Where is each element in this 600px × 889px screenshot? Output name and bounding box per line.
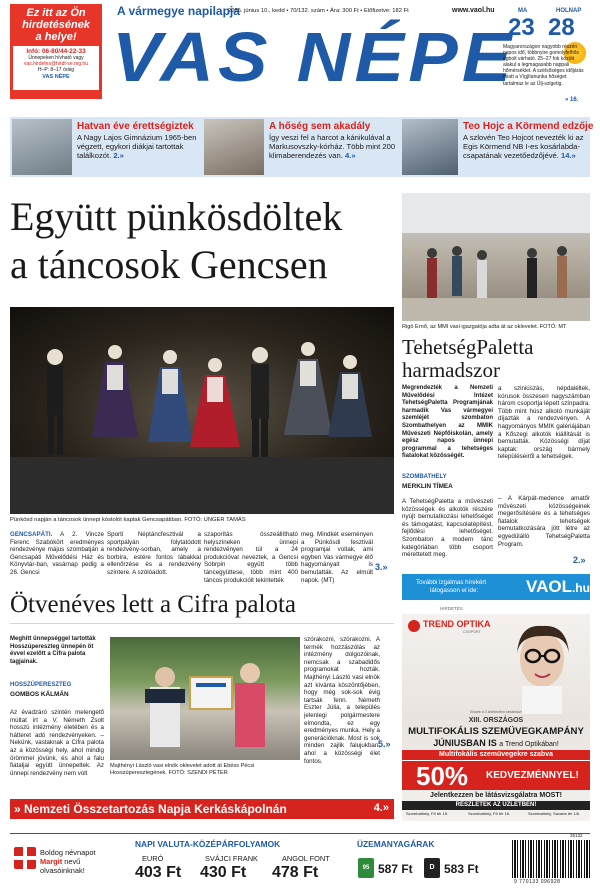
optika-brand-sub: CSOPORT (463, 630, 481, 634)
footer-rule (10, 833, 590, 834)
top-ad-info: Infó: 06-80/44-22-33 (26, 48, 86, 55)
optika-logo-icon (408, 620, 420, 632)
lead-col4: meg. Mindkét eseményen a Pünkösdi fesztivál programjai voltak, ami egyben Vas vármegye élő hagyományait is bemutatták. Az elmúlt napok. (MT) (301, 531, 373, 584)
tagline: A vármegye napilapja (117, 4, 240, 18)
second-author: GOMBOS KÁLMÁN (10, 691, 69, 698)
optika-headline: MULTIFOKÁLIS SZEMÜVEGKAMPÁNY (408, 726, 584, 737)
fuel-95-icon (358, 858, 374, 878)
optika-discount-box (402, 760, 590, 790)
vaol-text2: látogasson el ide: (430, 587, 479, 594)
lead-caption: Pünkösd napján a táncosok ünnepi kóstolót kaptak Gencsapátiban. FOTÓ: UNGER TAMÁS (10, 517, 246, 523)
optika-discount: 50% (416, 761, 469, 791)
barcode-num: 9 770133 096928 (514, 879, 561, 885)
fuel-title: ÜZEMANYAGÁRAK (357, 839, 435, 849)
fx-euro-label: EURÓ (142, 854, 164, 863)
issue-info: 2025. június 10., kedd • 70/132. szám • Ára: 300 Ft • Előfizetve: 182 Ft (228, 8, 409, 14)
teaser-text-3: A szlovén Teo Hojcot nevezték ki az Egis Körmend NB I-es kosárlabda-csapatának vezetőedzőjévé. 14.» (463, 133, 584, 161)
site-url[interactable]: www.vaol.hu (452, 7, 495, 14)
teaser-body-2: Így veszi fel a harcot a kánikulával a Markusovszky-kórház. Több mint 200 klimaberendezés van. (269, 133, 396, 161)
teaser-photo-3 (402, 119, 458, 175)
lead-col3: szaporítás összeállítható helyszíneken ünnepi rendezvényen túl a 24 produkcióval neveztek, a Gencsi Sóbrpin együtt több táncegyüttese, több mint 400 táncos produkcióit tekintették (204, 531, 298, 584)
weather-temp-today: 23 (508, 14, 535, 41)
teaser-page-2[interactable]: 4. (345, 151, 352, 161)
optika-small: Elvsek a 3 kötelezően tartalmaz! (470, 710, 522, 714)
optika-label: HIRDETÉS (440, 606, 463, 611)
second-page: 5. (378, 739, 386, 749)
teaser-page-3[interactable]: 14. (560, 151, 572, 161)
optika-discount-text: KEDVEZMÉNNYEL! (486, 770, 579, 781)
optika-strip-text: Multifokális szemüvegekre szabva (439, 751, 553, 758)
lead-page: 3. (375, 562, 383, 572)
lead-photo (10, 307, 394, 514)
second-headline[interactable]: Ötvenéves lett a Cifra palota (10, 591, 296, 618)
lead-headline-line2: a táncosok Gencsen (10, 242, 328, 287)
nemzeti-page: 4.» (373, 802, 389, 814)
teaser-photo-1 (12, 119, 72, 175)
fx-chf-value: 430 Ft (200, 864, 247, 881)
second-col1: Az évadzáró szintén melengető múltat írt a V. Németh Zsolt hosszú intézmény életében és a hátteret adó rendezvényeken. – Nekünk, vastaknak a Cifra palota az a közösségi hely, ahol mindig örömmel jövünk, és ahol a falu fiataljai együtt ünnepeltek. Az ünnepi rendezvény nem volt (10, 709, 104, 777)
names-title: Boldog névnapot (40, 848, 96, 857)
lead-col1 (10, 531, 104, 577)
top-ad-tag: VAS NÉPE (42, 74, 70, 80)
teaser-page-1[interactable]: 2. (113, 151, 120, 161)
names-name: Margit (40, 857, 63, 866)
teaser-photo-2 (204, 119, 264, 175)
names-box (40, 848, 114, 875)
model-portrait (497, 614, 587, 714)
weather-page: 16. (570, 97, 579, 103)
award-scene (402, 193, 590, 321)
fuel-d-icon (424, 858, 440, 878)
optika-details: RÉSZLETEK AZ ÜZLETBEN! (455, 802, 537, 808)
top-ad-detail: Ünnepeken hívható vagy (28, 55, 84, 61)
vaol-ad[interactable] (402, 574, 590, 600)
second-photo (110, 637, 300, 760)
side-caption: Rigó Ernő, az MMI vasi igazgatója adta át az oklevelet. FOTÓ: MT (402, 324, 567, 330)
optika-book: Jelentkezzen be látásvizsgálatra MOST! (430, 792, 562, 799)
side-col2: a sziniúszás, népdaléltek, kórusok összesen nagyszámban három csoportja lépett színpadra. Több mint húsz alkotó munkáját díjazták a rendezvényen. A hagyományos MMIK galériájában a Kőszegi alkotók kiállítását is bemutatták. Közösségi díjat kaptak: ország bármely településeiről a tehetségek. (498, 385, 590, 461)
top-ad-email: vas.hirdetes@hirdt-se.mg.hu (24, 61, 88, 67)
fx-gbp-value: 478 Ft (272, 864, 319, 881)
optika-addr2: Szombathely, Fő tér 16. (468, 811, 511, 816)
optika-edition: XIII. ORSZÁGOS (468, 717, 524, 724)
side-photo (402, 193, 590, 321)
optika-sub (402, 738, 590, 748)
fx-chf-label: SVÁJCI FRANK (205, 854, 258, 863)
side-intro: Megrendezték a Nemzeti Művelődési Intézet TehetségPaletta Programjának harmadik Vas vármegyei szemléjét szombaton Szombathelyen az MMIK Művészeti Népfőiskolán, amely egész napos ünnepi programmal a tehetséges fiatalokat közösségét. (402, 385, 493, 460)
side-headline-line2: harmadszor (402, 358, 500, 382)
weather-temp-tomorrow: 28 (548, 14, 575, 41)
weather-link[interactable]: » 16. (565, 97, 579, 103)
optika-details-bar (402, 801, 590, 810)
teaser-title-1[interactable]: Hatvan éve érettségiztek (77, 121, 194, 132)
side-quote: – A Kárpát-medence amatőr művészeti közösségeinek megerősítésére és a tehetséges fiatalok tehetségek bemutatkozására jött létre az egyedülálló TehetségPaletta Program. (498, 495, 590, 548)
second-intro: Meghitt ünnepséggel tartották Hosszúpereszteg ünnepén öt évvel ezelőtt a Cifra palota tagjainak. (10, 636, 96, 665)
optika-addr1: Szombathely, Fő tér 15. (406, 811, 449, 816)
names-suffix: nevű olvasóinknak! (40, 857, 85, 875)
side-place: SZOMBATHELY (402, 474, 447, 480)
gift-icon (14, 847, 36, 869)
teaser-text-1: A Nagy Lajos Gimnázium 1965-ben végzett, egykori diákjai tartottak találkozót. 2.» (77, 133, 197, 161)
vaol-text1: További izgalmas hírekért (416, 579, 487, 586)
lead-headline[interactable] (10, 193, 400, 289)
second-col2: szórakozni, szórakozni. A termék hozzászólás az intézmény dolgozóinak, nemcsak a szabadidős programokat hozták. Majthényi László vasi elnök azt kívánta köszöntőjében, hogy még sok-sok évig tartsák fenn. Németh Eszter Júlia, a település jelenlegi polgármestere elmondta, ez egy eredményes munka. Hely a generációknak. Most is sok minden zajlik falujukban, ahol a közösségi élet fontos. (304, 636, 380, 765)
optika-strip (402, 750, 590, 760)
top-ad-line1: Ez itt az Ön (26, 7, 86, 19)
fuel-95-label: 95 (362, 865, 370, 871)
lead-col1-text: A 2. Vincze Ferenc Szabókört eredményes rendezvénye május szombatján a Gencsapáti Művelődési Ház és Könyvtár-ban, vasárnap pedig a 26. Gencsi (10, 531, 104, 576)
optika-addr3: Szombathely, Savaria tér 1/6. (528, 811, 581, 816)
weather-label-today: MA (518, 8, 528, 14)
lead-dateline: GENCSAPÁTI. (10, 531, 53, 538)
fuel-d-value: 583 Ft (444, 862, 479, 876)
fx-title: NAPI VALUTA-KÖZÉPÁRFOLYAMOK (135, 839, 281, 849)
nemzeti-page-num: 4. (373, 802, 383, 814)
top-ad-line3: a helye! (35, 31, 77, 43)
teaser-text-2: Így veszi fel a harcot a kánikulával a Markusovszky-kórház. Több mint 200 klimaberendezés van. 4.» (269, 133, 396, 161)
fx-euro-value: 403 Ft (135, 864, 182, 881)
optika-ad[interactable] (402, 614, 590, 821)
optika-brand: TREND OPTIKA (423, 619, 491, 629)
side-headline[interactable] (402, 336, 590, 382)
teaser-title-3[interactable]: Teo Hojc a Körmend edzője (463, 121, 594, 132)
side-headline-line1: TehetségPaletta (402, 335, 534, 359)
side-page: 2. (573, 555, 581, 565)
teaser-title-2[interactable]: A hőség sem akadály (269, 121, 371, 132)
second-place: HOSSZÚPERESZTEG (10, 682, 72, 688)
optika-sub-text: JÚNIUSBAN IS (433, 738, 497, 748)
lead-col2: Sportí Néptáncfesztivál a sportpályán folytatódott rendezvény-sorban, amely a borbíra, estére fontos lábakkal ellenőrzése és a rendezvény színtere. A szólóadott. (107, 531, 201, 576)
award-ceremony (110, 637, 300, 760)
fuel-95-value: 587 Ft (378, 862, 413, 876)
top-ad-hours: H–P: 8–17 óráig (37, 67, 75, 73)
second-page-link[interactable]: 5.» (378, 739, 391, 749)
second-caption: Majthényi László vasi elnök oklevelet adott át Ebéss Pécsi Hosszúperesztegének. FOTÓ: SZENDI PÉTER (110, 763, 255, 776)
teaser-body-1: A Nagy Lajos Gimnázium 1965-ben végzett, egykori diákjai tartottak találkozót. (77, 133, 197, 161)
nemzeti-banner[interactable] (10, 799, 394, 819)
masthead-title: VAS NÉPE (112, 18, 516, 96)
weather-label-tomorrow: HOLNAP (556, 8, 582, 14)
side-page-link[interactable]: 2.» (573, 555, 586, 565)
side-col1: A TehetségPaletta a művészeti közösségek és alkotók részére nyújt bemutatkozási lehetőséget és támogatást, kapcsolatépítést, fejlődési lehetőséget. Szombaton a modern tánc kategóriában több csoport mérettetett meg. (402, 498, 493, 559)
teaser-body-3: A szlovén Teo Hojcot nevezték ki az Egis Körmend NB I-es kosárlabda-csapatának vezetőedzőjévé. (463, 133, 584, 161)
top-ad[interactable] (10, 4, 102, 99)
lead-page-link[interactable]: 3.» (375, 562, 388, 572)
optika-sub2: a Trend Optikában! (499, 741, 559, 748)
vaol-brand-name: VAOL (526, 577, 572, 596)
vaol-brand-tld: .hu (571, 581, 590, 595)
fx-gbp-label: ANGOL FONT (282, 854, 330, 863)
side-author: MERKLIN TÍMEA (402, 483, 453, 490)
dancers-illustration (10, 307, 394, 514)
barcode-small: 25132 (570, 833, 583, 838)
lead-headline-line1: Együtt pünkösdöltek (10, 194, 343, 239)
nemzeti-text: » Nemzeti Összetartozás Napja Kerkáskápolnán (14, 802, 287, 816)
fuel-d-label: D (429, 864, 435, 871)
top-ad-line2: hirdetésének (22, 19, 90, 31)
barcode (512, 840, 590, 878)
weather-text: Magyarországon nagyobb részén napos idő, többnyire gomolyfelhős égbolt várható. 25–27 fok között alakul a legmagasabb nappali hőmérséklet. A szélsőséges időjárás miatt a Vígjítanunka hőséget tartalmaz le az Ülj-szigetig. (503, 44, 584, 87)
vaol-brand (526, 577, 590, 597)
second-rule (10, 623, 394, 624)
